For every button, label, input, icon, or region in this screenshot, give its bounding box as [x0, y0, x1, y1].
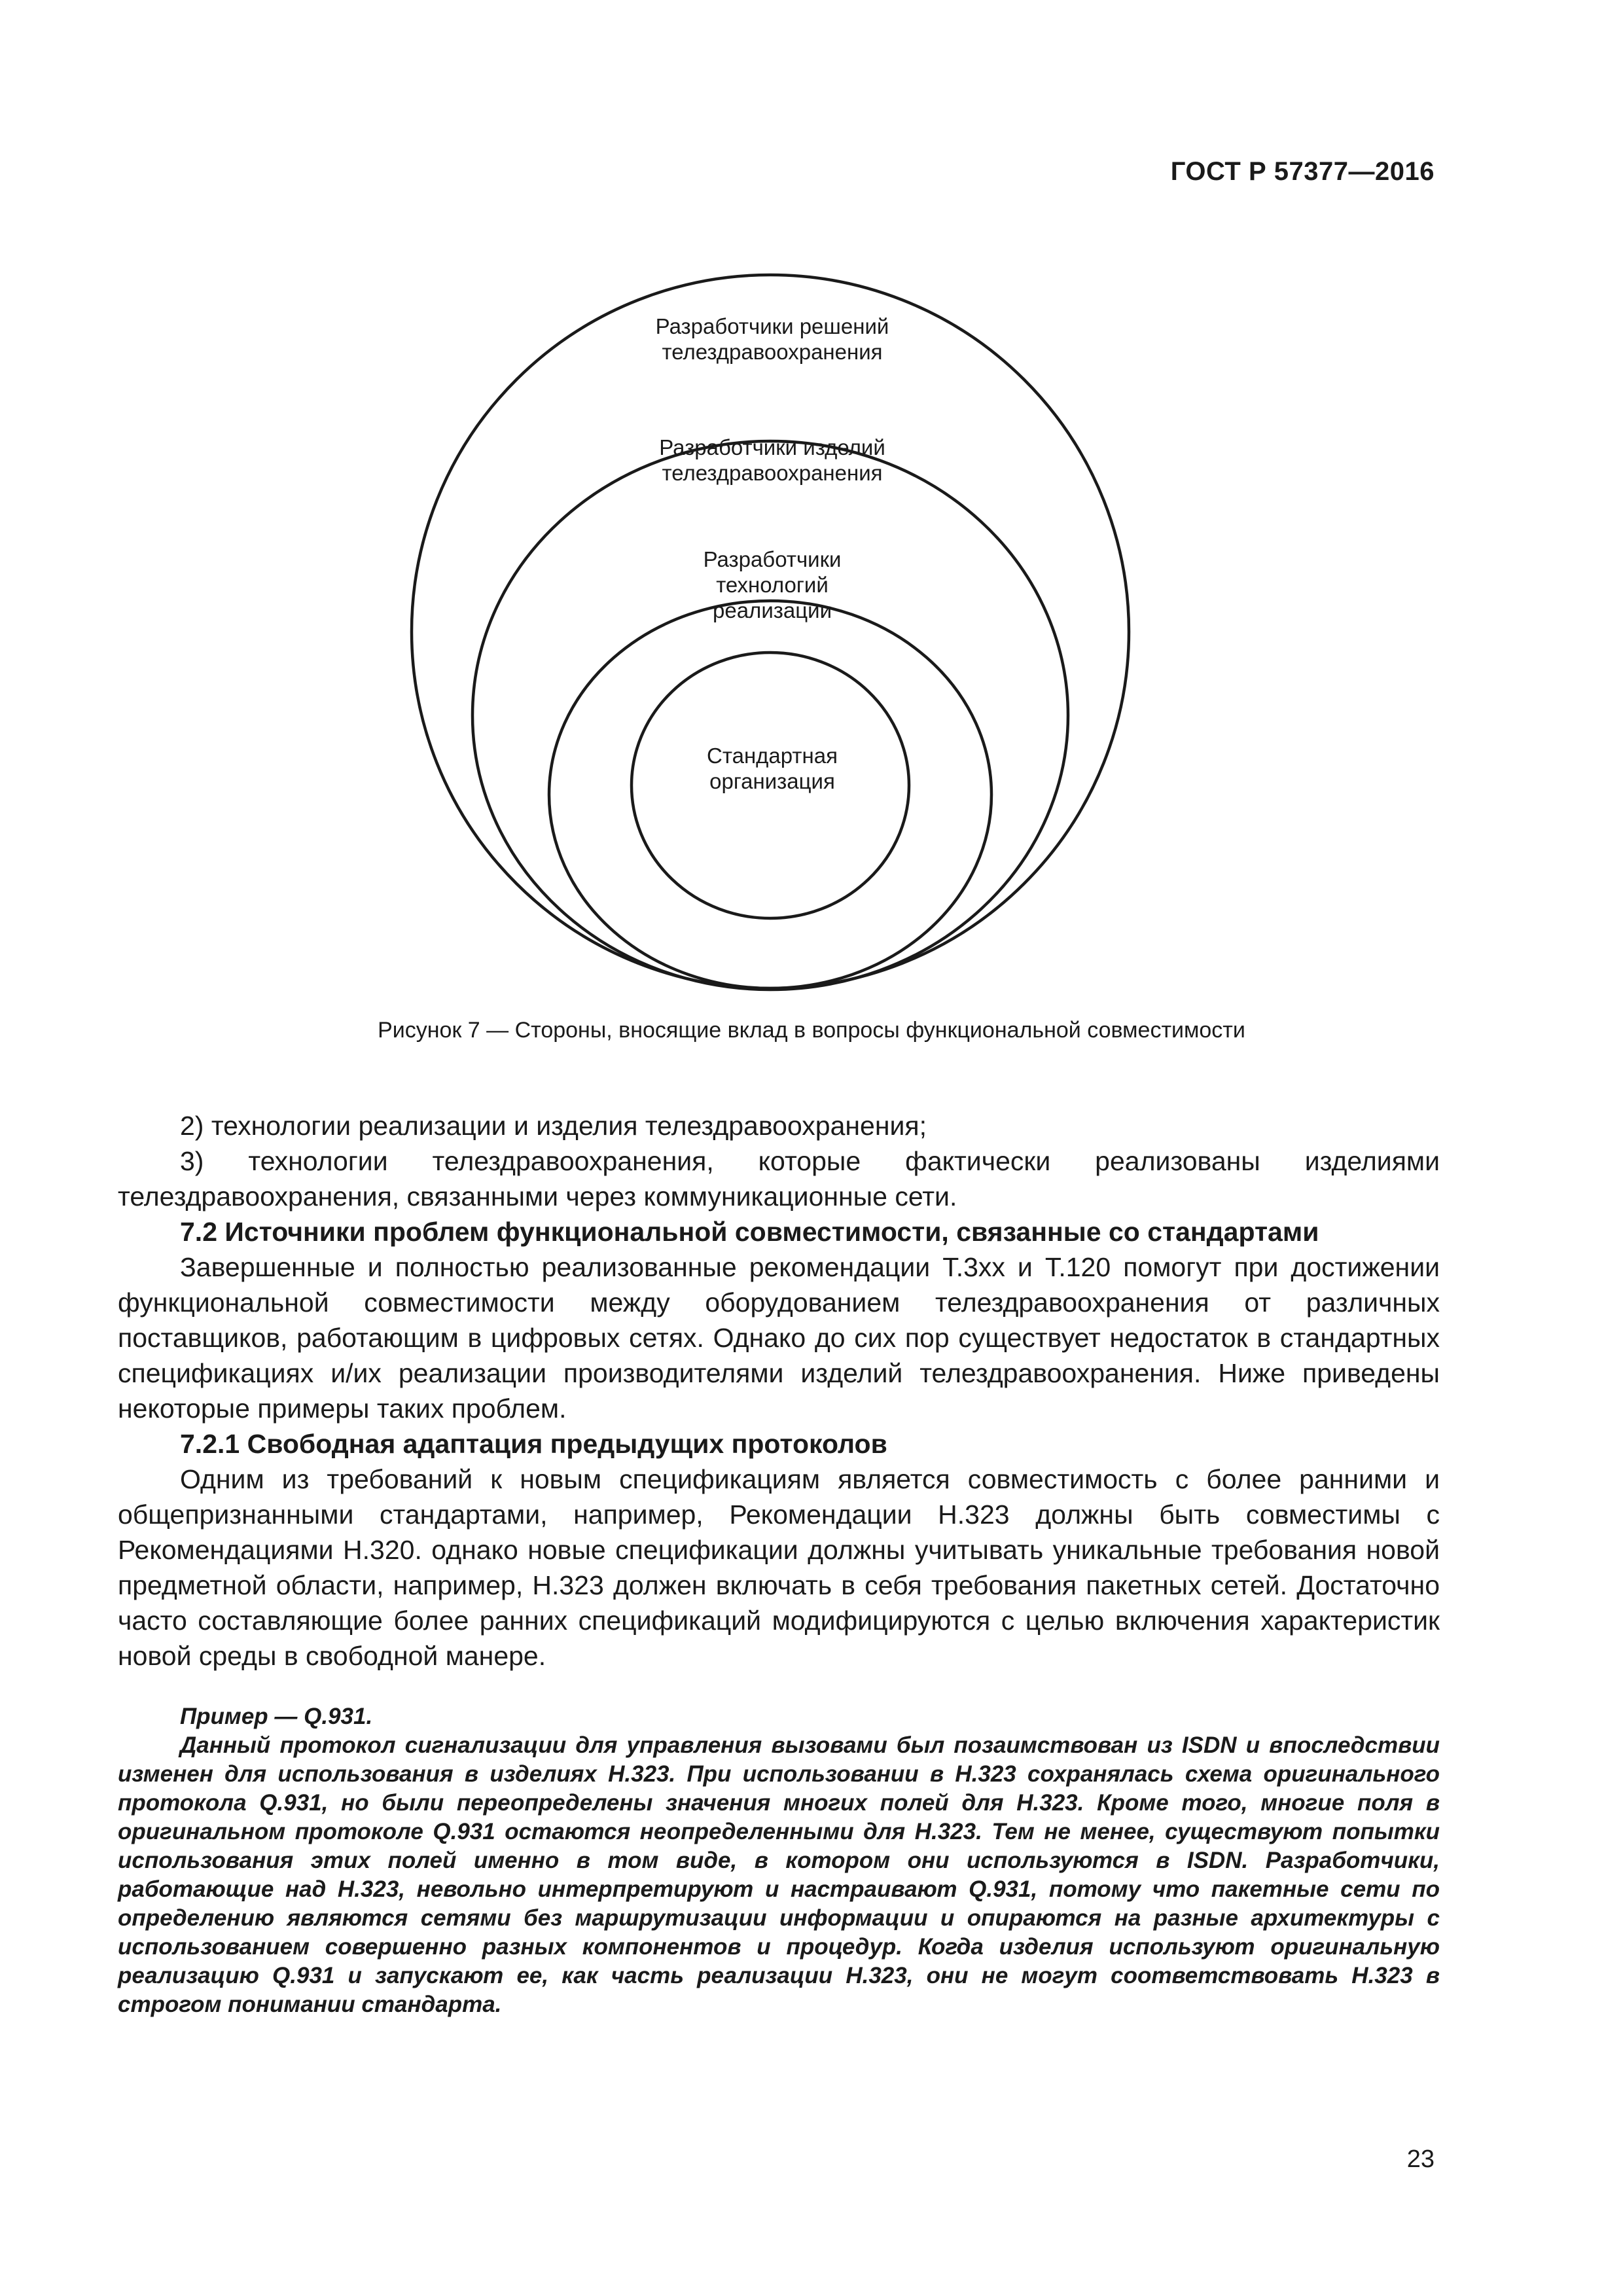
- inner-label-line-2: организация: [709, 769, 835, 793]
- third-label-line-3: реализации: [713, 598, 832, 622]
- inner-label-line-1: Стандартная: [707, 744, 838, 768]
- third-circle: [549, 601, 991, 988]
- section-7-2-1-paragraph: Одним из требований к новым спецификациям является совместимость с более ранними и общепризнанными стандартами, например, Рекомендации Н.323 должны быть совместимы с Рекомендациями Н.320. однако новые спецификации должны учитывать уникальные требования новой предметной области, например, Н.323 должен включать в себя требования пакетных сетей. Достаточно часто составляющие более ранних спецификаций модифицируются с целью включения характеристик новой среды в свободной манере.: [118, 1464, 1440, 1671]
- second-label-line-1: Разработчики изделий: [659, 435, 885, 459]
- outer-label-line-2: телездравоохранения: [662, 340, 883, 364]
- example-text: Данный протокол сигнализации для управления вызовами был позаимствован из ISDN и впоследствии изменен для использования в изделиях Н.323. При использовании в Н.323 сохранялась схема оригинального протокола Q.931, но были переопределены значения многих полей для Н.323. Кроме того, многие поля в оригинальном протоколе Q.931 остаются неопределенными для Н.323. Тем не менее, существуют попытки использования этих полей именно в том виде, в котором они используются в ISDN. Разработчики, работающие над Н.323, невольно интерпретируют и настраивают Q.931, потому что пакетные сети по определению являются сетями без маршрутизации информации и опираются на разные архитектуры с использованием совершенно разных компонентов и процедур. Когда изделия используют оригинальную реализацию Q.931 и запускают ее, как часть реализации Н.323, они не могут соответствовать Н.323 в строгом понимании стандарта.: [118, 1732, 1440, 2017]
- section-7-2-heading: 7.2 Источники проблем функциональной совместимости, связанные со стандартами: [180, 1217, 1319, 1247]
- third-label-line-2: технологий: [716, 573, 829, 597]
- document-body: [118, 1108, 1440, 2019]
- list-item-2: 2) технологии реализации и изделия телездравоохранения;: [180, 1111, 927, 1141]
- outer-label-line-1: Разработчики решений: [655, 314, 889, 338]
- third-label-line-1: Разработчики: [703, 547, 842, 571]
- page-number: 23: [1406, 2145, 1435, 2173]
- example-block: [118, 1702, 1440, 2019]
- section-7-2-paragraph: Завершенные и полностью реализованные рекомендации Т.3хх и Т.120 помогут при достижении функциональной совместимости между оборудованием телездравоохранения от различных поставщиков, работающим в цифровых сетях. Однако до сих пор существует недостаток в стандартных спецификациях и/их реализации производителями изделий телездравоохранения. Ниже приведены некоторые примеры таких проблем.: [118, 1252, 1440, 1424]
- figure-caption: Рисунок 7 — Стороны, вносящие вклад в вопросы функциональной совместимости: [378, 1018, 1245, 1043]
- example-title: Пример — Q.931.: [180, 1704, 373, 1729]
- second-label-line-2: телездравоохранения: [662, 461, 883, 485]
- document-header: ГОСТ Р 57377—2016: [1170, 157, 1435, 186]
- list-item-3: 3) технологии телездравоохранения, которые фактически реализованы изделиями телездравоохранения, связанными через коммуникационные сети.: [118, 1146, 1440, 1211]
- second-circle: [473, 441, 1068, 990]
- outer-circle: [412, 275, 1129, 988]
- section-7-2-1-heading: 7.2.1 Свободная адаптация предыдущих протоколов: [180, 1429, 887, 1459]
- nested-circles-diagram: [0, 0, 1623, 1021]
